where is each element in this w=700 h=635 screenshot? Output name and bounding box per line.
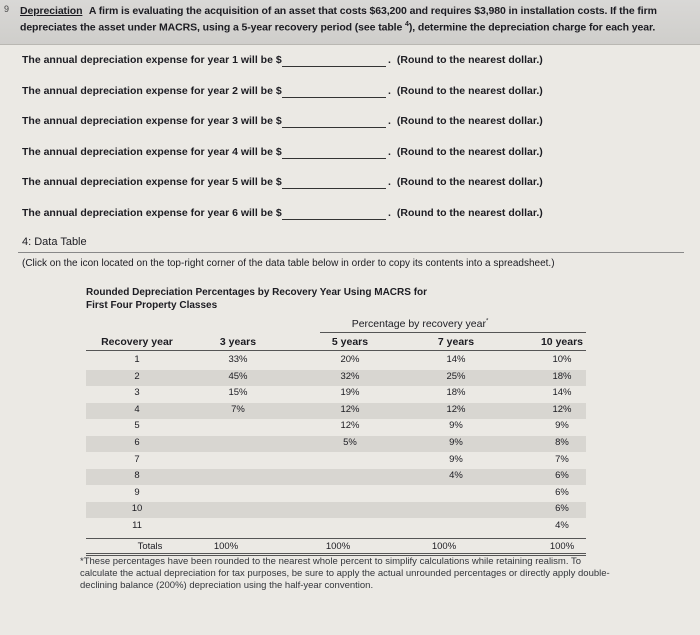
percentage-cell: 4% [555,520,569,531]
expense-label: The annual depreciation expense for year 3 will be $ [22,115,282,127]
expense-label: The annual depreciation expense for year 2 will be $ [22,84,282,97]
table-title-line-2: First Four Property Classes [86,300,218,311]
percentage-cell: 7% [555,453,569,465]
percentage-cell: 5% [343,437,357,448]
total-cell: 100% [431,541,457,552]
column-header: Recovery year [101,336,173,348]
expense-row-5 [22,176,682,194]
column-header: 7 years [437,336,475,348]
answer-field-year-4[interactable] [282,158,386,159]
percentage-cell: 7% [231,403,245,415]
percentage-cell: 6% [555,503,569,515]
question-header [0,0,700,45]
question-text [20,4,692,35]
percentage-cell: 15% [228,387,248,399]
percentage-cell: 9% [449,453,463,465]
rounding-note: . (Round to the nearest dollar.) [388,207,543,219]
rounding-note: . (Round to the nearest dollar.) [388,54,543,66]
caption-footnote-mark: * [485,318,489,325]
recovery-year-cell: 1 [134,354,140,365]
percentage-cell: 10% [552,354,572,365]
percentage-cell: 19% [340,387,360,399]
question-title: Depreciation [20,5,83,17]
expense-label: The annual depreciation expense for year 5 will be $ [22,176,282,188]
expense-row-2 [22,85,682,103]
group-caption [320,318,520,330]
percentage-cell: 9% [555,420,569,432]
table-footnote: *These percentages have been rounded to the nearest whole percent to simplify calculations while retaining realism. To calculate the actual depreciation for tax purposes, be sure to apply the actual unrounded percentages or directly apply double-declining balance (200%) depreciation using the half-year convention. [80,556,610,591]
rounding-note: . (Round to the nearest dollar.) [388,115,543,127]
column-header: 3 years [219,336,257,348]
percentage-cell: 12% [340,403,360,415]
recovery-year-cell: 4 [134,403,140,415]
rounding-note: . (Round to the nearest dollar.) [388,176,543,188]
expense-row-6 [22,207,682,225]
divider [18,252,684,253]
percentage-cell: 12% [340,420,360,432]
table-rule [86,350,586,351]
table-rule [320,332,586,333]
total-cell: 100% [325,541,351,552]
percentage-cell: 12% [446,403,466,415]
recovery-year-cell: 10 [131,503,143,515]
table-reference[interactable]: 4 [405,21,409,28]
recovery-year-cell: 5 [134,420,140,432]
recovery-year-cell: 7 [134,453,140,465]
question-body-end: ), determine the depreciation charge for each year. [408,21,656,34]
recovery-year-cell: 11 [132,520,142,531]
percentage-cell: 4% [449,470,463,482]
recovery-year-cell: 6 [134,437,140,448]
recovery-year-cell: 2 [134,370,140,382]
question-number: 9 [4,4,10,14]
percentage-cell: 9% [449,420,463,432]
percentage-cell: 20% [340,354,360,365]
percentage-cell: 6% [555,470,569,482]
expense-row-4 [22,146,682,164]
expense-row-1 [22,54,682,72]
rounding-note: . (Round to the nearest dollar.) [388,85,543,97]
answer-field-year-6[interactable] [282,219,386,220]
percentage-cell: 12% [552,403,572,415]
percentage-cell: 8% [555,437,569,448]
percentage-cell: 18% [446,387,466,399]
expense-label: The annual depreciation expense for year 1 will be $ [22,54,282,66]
recovery-year-cell: 3 [134,387,140,399]
table-title-line-1: Rounded Depreciation Percentages by Recovery Year Using MACRS for [86,287,428,298]
data-table-heading: 4: Data Table [22,236,87,248]
question-body: A firm is evaluating the acquisition of an asset that costs $63,200 and requires $3,980 in installation costs. If the firm depreciates the asset under MACRS, using a 5-year recovery period (see table [20,5,657,34]
percentage-cell: 18% [552,370,572,382]
total-cell: 100% [213,541,239,552]
table-title [86,286,506,312]
data-table-instruction: (Click on the icon located on the top-right corner of the data table below in order to copy its contents into a spreadsheet.) [22,258,555,269]
rounding-note: . (Round to the nearest dollar.) [388,146,543,158]
totals-label: Totals [137,541,163,552]
percentage-cell: 6% [555,486,569,498]
expense-label: The annual depreciation expense for year 6 will be $ [22,206,282,219]
percentage-cell: 45% [228,370,248,382]
column-header: 10 years [540,336,584,348]
answer-field-year-3[interactable] [282,127,386,128]
percentage-cell: 25% [446,370,466,382]
table-rule [86,538,586,539]
percentage-cell: 14% [552,387,572,399]
percentage-cell: 9% [449,437,463,448]
column-header: 5 years [331,336,369,348]
expense-row-3 [22,115,682,133]
percentage-cell: 32% [340,370,360,382]
recovery-year-cell: 9 [134,486,140,498]
percentage-cell: 14% [446,354,466,365]
percentage-cell: 33% [228,354,248,365]
total-cell: 100% [549,541,575,552]
expense-label: The annual depreciation expense for year 4 will be $ [22,145,282,158]
answer-field-year-2[interactable] [282,97,386,98]
recovery-year-cell: 8 [134,470,140,482]
group-caption-text: Percentage by recovery year [351,318,486,330]
answer-field-year-5[interactable] [282,188,386,189]
answer-field-year-1[interactable] [282,66,386,67]
